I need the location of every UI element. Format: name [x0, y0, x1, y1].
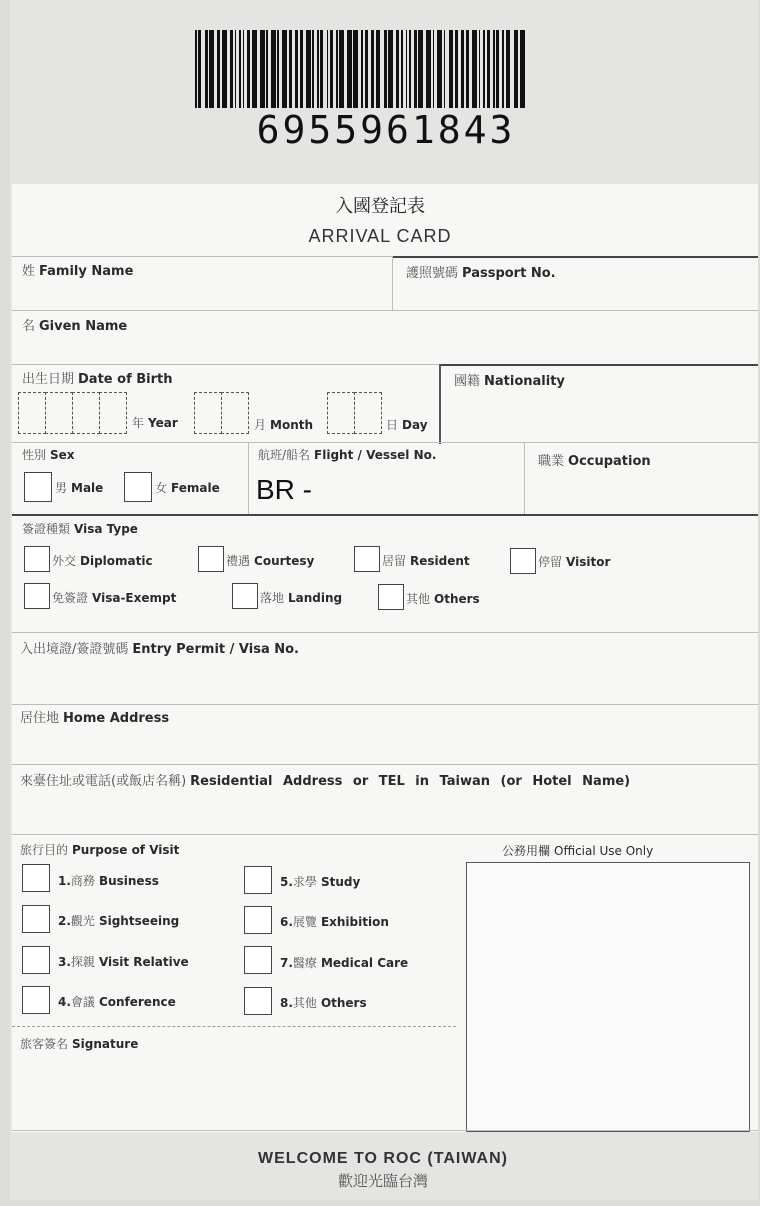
barcode-bar — [376, 30, 381, 108]
barcode-bar — [418, 30, 423, 108]
purpose-label-5: 5.求學 Study — [280, 875, 361, 889]
male-label: 男 Male — [55, 481, 104, 495]
given-name-label[interactable]: 名 Given Name — [22, 319, 128, 334]
barcode-bar — [444, 30, 446, 108]
month-label: 月 Month — [254, 418, 314, 432]
barcode-bar — [252, 30, 257, 108]
barcode-bar — [487, 30, 490, 108]
barcode-bar — [247, 30, 250, 108]
signature-label[interactable]: 旅客簽名 Signature — [20, 1037, 139, 1051]
barcode-bar — [406, 30, 408, 108]
divider — [248, 442, 249, 514]
day-digit-box[interactable] — [327, 392, 355, 434]
barcode-bar — [317, 30, 319, 108]
purpose-label-4: 4.會議 Conference — [58, 995, 176, 1009]
barcode-bar — [506, 30, 511, 108]
residential-address-label[interactable]: 來臺住址或電話(或飯店名稱) Residential Address or TEL in Taiwan (or Hotel Name) — [20, 774, 631, 789]
barcode — [195, 30, 577, 108]
divider — [392, 256, 393, 310]
barcode-bar — [483, 30, 485, 108]
barcode-bar — [198, 30, 201, 108]
purpose-label-1: 1.商務 Business — [58, 874, 159, 888]
divider — [524, 442, 525, 514]
title-chinese: 入國登記表 — [335, 196, 425, 217]
barcode-number: 6955961843 — [256, 108, 516, 152]
home-address-label[interactable]: 居住地 Home Address — [20, 711, 170, 726]
barcode-bar — [339, 30, 344, 108]
year-label: 年 Year — [132, 416, 178, 430]
divider — [439, 364, 441, 444]
day-label: 日 Day — [386, 418, 428, 432]
barcode-bar — [409, 30, 411, 108]
barcode-bar — [289, 30, 292, 108]
barcode-bar — [306, 30, 311, 108]
entry-permit-label[interactable]: 入出境證/簽證號碼 Entry Permit / Visa No. — [20, 642, 299, 657]
barcode-bar — [502, 30, 504, 108]
official-use-label: 公務用欄 Official Use Only — [502, 844, 654, 858]
barcode-bar — [195, 30, 197, 108]
barcode-bar — [336, 30, 338, 108]
barcode-bar — [347, 30, 352, 108]
flight-number-value[interactable]: BR - — [256, 474, 312, 505]
divider — [12, 1130, 758, 1131]
barcode-bar — [461, 30, 464, 108]
divider — [440, 364, 758, 366]
divider — [392, 256, 758, 258]
barcode-bar — [520, 30, 525, 108]
purpose-checkbox-2[interactable] — [22, 905, 50, 933]
month-digit-box[interactable] — [221, 392, 249, 434]
purpose-label-3: 3.探親 Visit Relative — [58, 955, 189, 969]
barcode-bar — [396, 30, 399, 108]
barcode-bar — [353, 30, 358, 108]
visa-exempt-checkbox[interactable] — [24, 583, 50, 609]
barcode-bar — [371, 30, 374, 108]
barcode-bar — [361, 30, 363, 108]
barcode-bar — [401, 30, 403, 108]
sex-label: 性別 Sex — [22, 448, 75, 462]
barcode-bar — [320, 30, 323, 108]
visa-exempt-label: 免簽證 Visa-Exempt — [52, 591, 177, 605]
barcode-bar — [365, 30, 368, 108]
barcode-bar — [330, 30, 333, 108]
date-of-birth-label: 出生日期 Date of Birth — [22, 372, 173, 387]
barcode-bar — [271, 30, 276, 108]
barcode-bar — [235, 30, 237, 108]
title-english: ARRIVAL CARD — [308, 226, 452, 246]
barcode-bar — [300, 30, 303, 108]
divider — [12, 704, 758, 705]
visa-type-label: 簽證種類 Visa Type — [22, 522, 138, 536]
landing-checkbox[interactable] — [232, 583, 258, 609]
year-digit-box[interactable] — [99, 392, 127, 434]
welcome-text: WELCOME TO ROC (TAIWAN) — [258, 1150, 508, 1167]
barcode-bar — [466, 30, 469, 108]
barcode-bar — [426, 30, 431, 108]
family-name-label[interactable]: 姓 Family Name — [22, 264, 134, 279]
purpose-checkbox-6[interactable] — [244, 906, 272, 934]
purpose-checkbox-7[interactable] — [244, 946, 272, 974]
welcome-text-chinese: 歡迎光臨台灣 — [337, 1172, 428, 1190]
visitor-checkbox[interactable] — [510, 548, 536, 574]
purpose-label-8: 8.其他 Others — [280, 996, 367, 1010]
purpose-label-7: 7.醫療 Medical Care — [280, 956, 409, 970]
barcode-bar — [437, 30, 442, 108]
divider — [12, 514, 758, 516]
barcode-bar — [230, 30, 233, 108]
purpose-checkbox-1[interactable] — [22, 864, 50, 892]
barcode-bar — [222, 30, 227, 108]
barcode-bar — [277, 30, 279, 108]
barcode-bar — [414, 30, 417, 108]
purpose-checkbox-4[interactable] — [22, 986, 50, 1014]
divider — [12, 1026, 456, 1027]
barcode-bar — [449, 30, 454, 108]
diplomatic-checkbox[interactable] — [24, 546, 50, 572]
courtesy-label: 禮遇 Courtesy — [226, 554, 315, 568]
year-digit-box[interactable] — [45, 392, 73, 434]
female-checkbox[interactable] — [124, 472, 152, 502]
barcode-bar — [433, 30, 435, 108]
divider — [12, 310, 758, 311]
courtesy-checkbox[interactable] — [198, 546, 224, 572]
day-digit-box[interactable] — [354, 392, 382, 434]
barcode-bar — [295, 30, 298, 108]
purpose-checkbox-3[interactable] — [22, 946, 50, 974]
barcode-bar — [384, 30, 387, 108]
visitor-label: 停留 Visitor — [538, 555, 611, 569]
barcode-bar — [239, 30, 241, 108]
barcode-bar — [472, 30, 477, 108]
purpose-checkbox-8[interactable] — [244, 987, 272, 1015]
barcode-bar — [312, 30, 314, 108]
barcode-bar — [455, 30, 458, 108]
official-use-box — [466, 862, 750, 1132]
year-digit-box[interactable] — [72, 392, 100, 434]
divider — [12, 834, 758, 835]
resident-checkbox[interactable] — [354, 546, 380, 572]
purpose-label-2: 2.觀光 Sightseeing — [58, 914, 180, 928]
barcode-bar — [217, 30, 220, 108]
male-checkbox[interactable] — [24, 472, 52, 502]
female-label: 女 Female — [155, 481, 220, 495]
visa-others-label: 其他 Others — [406, 592, 480, 606]
barcode-bar — [388, 30, 393, 108]
barcode-bar — [205, 30, 208, 108]
diplomatic-label: 外交 Diplomatic — [52, 554, 153, 568]
year-digit-box[interactable] — [18, 392, 46, 434]
visa-others-checkbox[interactable] — [378, 584, 404, 610]
divider — [12, 764, 758, 765]
barcode-bar — [514, 30, 519, 108]
purpose-label: 旅行目的 Purpose of Visit — [20, 843, 180, 857]
barcode-bar — [496, 30, 499, 108]
barcode-bar — [209, 30, 214, 108]
barcode-bar — [260, 30, 265, 108]
passport-no-label[interactable]: 護照號碼 Passport No. — [406, 266, 556, 281]
purpose-label-6: 6.展覽 Exhibition — [280, 915, 389, 929]
nationality-label[interactable]: 國籍 Nationality — [454, 374, 565, 389]
month-digit-box[interactable] — [194, 392, 222, 434]
barcode-bar — [243, 30, 245, 108]
landing-label: 落地 Landing — [260, 591, 343, 605]
barcode-bar — [327, 30, 329, 108]
divider — [12, 632, 758, 633]
divider — [12, 442, 758, 443]
flight-label: 航班/船名 Flight / Vessel No. — [258, 448, 437, 462]
barcode-bar — [479, 30, 481, 108]
barcode-bar — [493, 30, 495, 108]
barcode-bar — [282, 30, 287, 108]
purpose-checkbox-5[interactable] — [244, 866, 272, 894]
resident-label: 居留 Resident — [382, 554, 470, 568]
barcode-bar — [266, 30, 268, 108]
occupation-label[interactable]: 職業 Occupation — [538, 454, 651, 469]
